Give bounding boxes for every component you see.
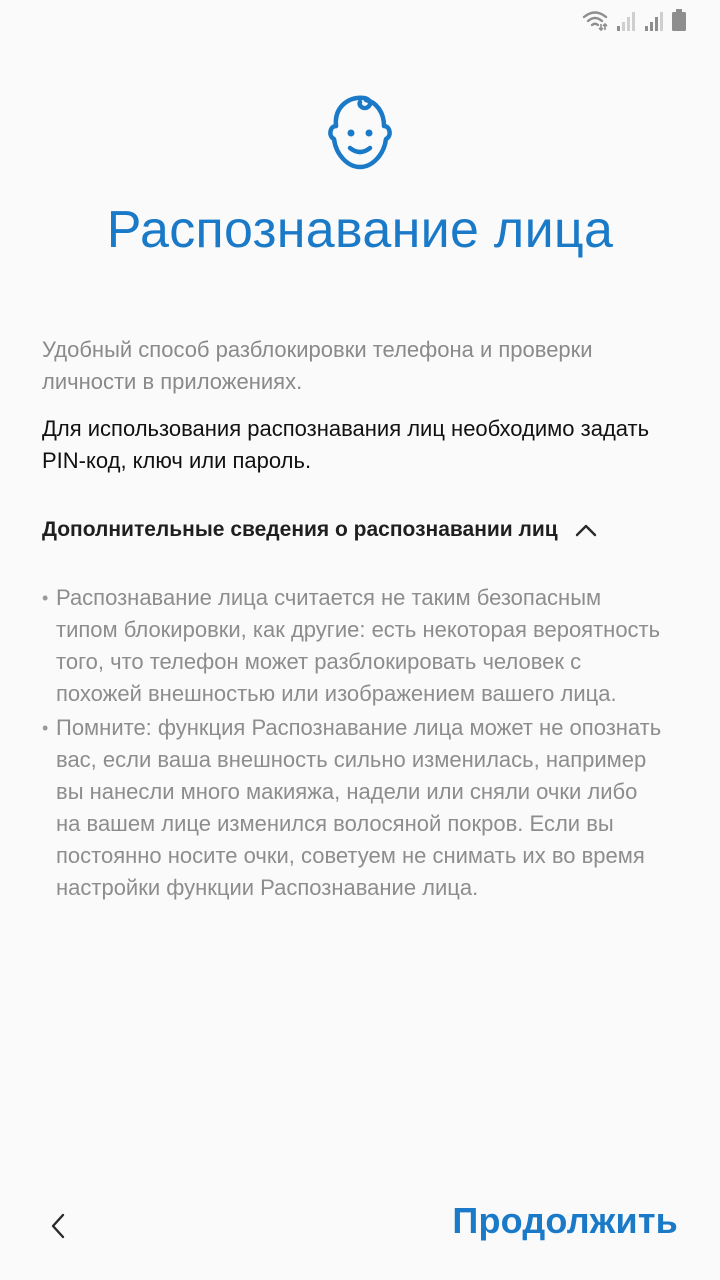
continue-button[interactable]: Продолжить: [452, 1200, 678, 1241]
back-button[interactable]: [38, 1198, 78, 1254]
more-info-label: Дополнительные сведения о распознавании лиц: [42, 518, 558, 541]
battery-icon: [672, 9, 686, 31]
bullet-text: Помните: функция Распознавание лица может не опознать вас, если ваша внешность сильно изменилась, например вы нанесли много макияжа, надели или сняли очки либо на вашем лице изменился волосяной покров. Если вы постоянно носите очки, советуем не снимать их во время настройки функции Распознавание лица.: [56, 715, 662, 900]
bullet-dot: •: [42, 718, 49, 738]
status-icons: [582, 9, 686, 31]
list-item: [42, 712, 662, 904]
bullet-text: Распознавание лица считается не таким безопасным типом блокировки, как другие: есть некоторая вероятность того, что телефон может разблокировать человек с похожей внешностью или изображением вашего лица.: [56, 585, 661, 706]
status-bar: [0, 0, 720, 40]
signal-2-icon: [644, 11, 664, 31]
signal-1-icon: [616, 11, 636, 31]
more-info-list: [42, 582, 662, 906]
bullet-dot: •: [42, 588, 49, 608]
chevron-up-icon: [574, 522, 598, 538]
wifi-icon: [582, 9, 608, 31]
list-item: [42, 582, 662, 710]
face-icon: [324, 92, 396, 172]
more-info-toggle[interactable]: [42, 518, 598, 542]
description-requirement: Для использования распознавания лиц необходимо задать PIN-код, ключ или пароль.: [42, 416, 650, 473]
chevron-left-icon: [49, 1212, 67, 1240]
page-title: Распознавание лица: [106, 201, 614, 259]
description-convenience: Удобный способ разблокировки телефона и проверки личности в приложениях.: [42, 337, 593, 394]
